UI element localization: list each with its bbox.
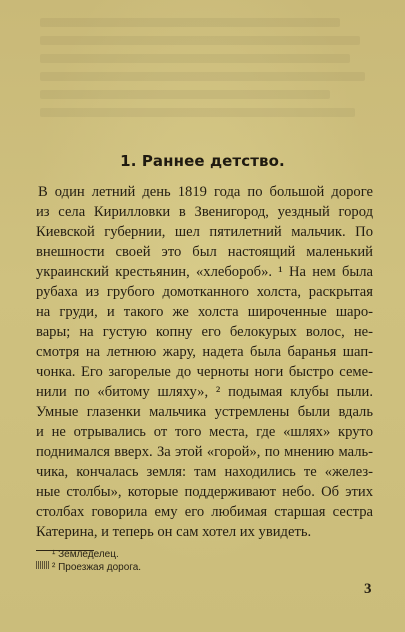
- text-line: на груди, и такого же холста широченные шаро-: [36, 304, 373, 320]
- footnote-2: ² Проезжая дорога.: [52, 562, 142, 573]
- text-line: внешности своей это был настоящий маленький: [36, 244, 373, 260]
- text-line: В один летний день 1819 года по большой дороге: [38, 184, 373, 200]
- text-line: рубаха из грубого домотканного холста, раскрытая: [36, 284, 373, 300]
- chapter-title: 1. Раннее детство.: [120, 152, 285, 170]
- text-line: чонка. Его загорелые до черноты ноги быстро семе-: [36, 364, 373, 380]
- text-line: чика, кончалась земля: там находились те «желез-: [36, 464, 373, 480]
- footnote-1: ¹ Земледелец.: [52, 549, 119, 560]
- text-line: Катерина, и теперь он сам хотел их увидеть.: [36, 524, 312, 540]
- bleed-through-text: [0, 0, 405, 140]
- text-line: смотря на летнюю жару, надета была баранья шап-: [36, 344, 373, 360]
- text-line: Киевской губернии, шел пятилетний мальчик. По: [36, 224, 373, 240]
- text-line: и не отрывались от того места, где «шлях» круто: [36, 424, 373, 440]
- page-number: 3: [364, 581, 372, 597]
- text-line: украинский крестьянин, «хлебороб». ¹ На нем была: [36, 264, 373, 280]
- text-line: Умные глазенки мальчика устремлены были вдаль: [36, 404, 373, 420]
- text-line: ные столбы», которые поддерживают небо. Об этих: [36, 484, 373, 500]
- text-line: нили по «битому шляху», ² подымая клубы пыли.: [36, 384, 373, 400]
- text-line: из села Кирилловки в Звенигород, уездный город: [36, 204, 373, 220]
- text-line: вары; на густую копну его белокурых волос, не-: [36, 324, 373, 340]
- text-line: столбах говорила ему его любимая старшая сестра: [36, 504, 373, 520]
- text-line: поднимался вверх. За этой «горой», по мнению маль-: [36, 444, 373, 460]
- ink-smudge: [36, 561, 50, 569]
